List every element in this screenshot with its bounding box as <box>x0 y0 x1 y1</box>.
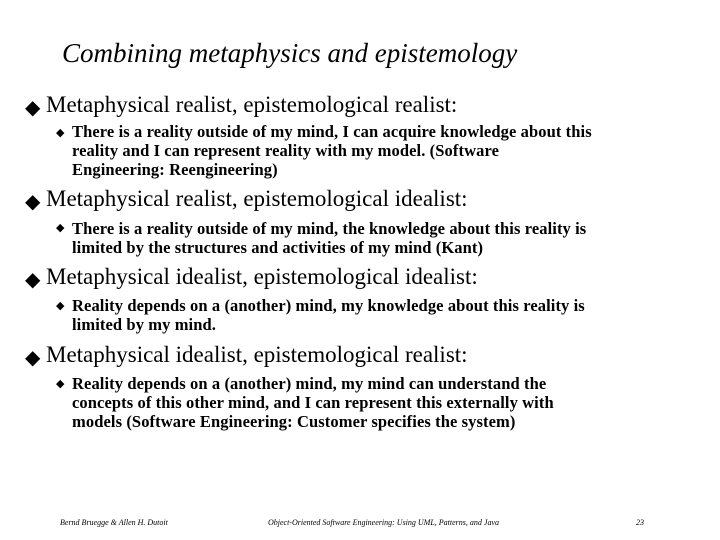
bullet-heading: Metaphysical realist, epistemological realist: <box>46 92 458 117</box>
small-diamond-bullet-icon: ◆ <box>56 127 65 139</box>
bullet-detail <box>72 219 708 257</box>
bullet-detail-line: There is a reality outside of my mind, I can acquire knowledge about this <box>72 122 592 141</box>
bullet-heading: Metaphysical realist, epistemological idealist: <box>46 186 468 211</box>
diamond-bullet-icon: ◆ <box>25 97 41 119</box>
bullet-detail-line: Reality depends on a (another) mind, my mind can understand the <box>72 374 547 393</box>
bullet-detail-line: reality and I can represent reality with my model. (Software <box>72 141 500 160</box>
bullet-heading: Metaphysical idealist, epistemological realist: <box>46 342 468 367</box>
diamond-bullet-icon: ◆ <box>25 347 41 369</box>
footer-page-number: 23 <box>636 518 644 527</box>
small-diamond-bullet-icon: ◆ <box>56 222 65 234</box>
bullet-detail-line: limited by my mind. <box>72 315 216 334</box>
small-diamond-bullet-icon: ◆ <box>56 300 65 312</box>
bullet-detail-line: There is a reality outside of my mind, the knowledge about this reality is <box>72 219 587 238</box>
diamond-bullet-icon: ◆ <box>25 191 41 213</box>
bullet-detail-line: Reality depends on a (another) mind, my knowledge about this reality is <box>72 296 585 315</box>
bullet-detail-line: models (Software Engineering: Customer specifies the system) <box>72 412 516 431</box>
bullet-detail <box>72 296 708 334</box>
small-diamond-bullet-icon: ◆ <box>56 378 65 390</box>
bullet-detail-line: Engineering: Reengineering) <box>72 160 278 179</box>
bullet-detail <box>72 122 708 179</box>
bullet-detail-line: concepts of this other mind, and I can represent this externally with <box>72 393 554 412</box>
bullet-heading: Metaphysical idealist, epistemological idealist: <box>46 264 478 289</box>
slide-title: Combining metaphysics and epistemology <box>62 38 518 68</box>
bullet-detail-line: limited by the structures and activities of my mind (Kant) <box>72 238 484 257</box>
footer-book-title: Object-Oriented Software Engineering: Using UML, Patterns, and Java <box>268 518 499 527</box>
diamond-bullet-icon: ◆ <box>25 269 41 291</box>
footer-authors: Bernd Bruegge & Allen H. Dutoit <box>60 518 168 527</box>
bullet-detail <box>72 374 708 431</box>
